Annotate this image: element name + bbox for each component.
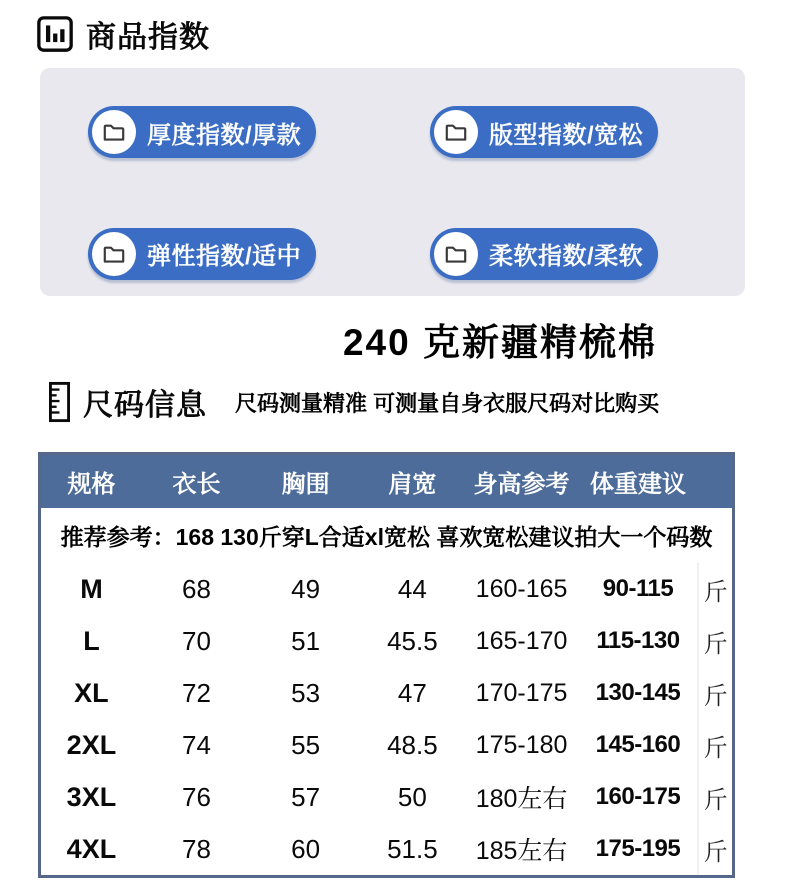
bar-chart-icon [36, 15, 74, 53]
cell-chest: 51 [291, 625, 321, 656]
cell-weight: 115-130 [596, 627, 680, 654]
size-table [38, 452, 735, 878]
cell-height: 170-175 [475, 678, 568, 707]
col-header-length: 衣长 [172, 471, 221, 498]
table-row [41, 563, 732, 615]
table-row [41, 615, 732, 667]
col-header-chest: 胸围 [281, 471, 330, 498]
badge-elasticity [88, 228, 316, 280]
cell-chest: 55 [291, 729, 321, 760]
cell-unit: 斤 [697, 823, 732, 875]
badge-fit [430, 106, 658, 158]
ruler-icon [48, 381, 71, 423]
cell-height: 185左右 [475, 837, 568, 865]
cell-height: 160-165 [475, 574, 568, 603]
cell-weight: 145-160 [595, 731, 681, 758]
cell-shoulder: 45.5 [387, 625, 438, 656]
folder-icon [92, 110, 136, 154]
cell-unit: 斤 [697, 667, 732, 719]
cell-shoulder: 50 [397, 781, 427, 812]
cell-length: 78 [182, 833, 211, 864]
badge-label: 弹性指数/适中 [147, 243, 302, 270]
folder-icon [92, 232, 136, 276]
cell-unit: 斤 [697, 563, 732, 615]
cell-size: 3XL [66, 781, 117, 812]
cell-height: 175-180 [475, 730, 568, 759]
table-row [41, 823, 732, 875]
table-row [41, 771, 732, 823]
cell-height: 165-170 [475, 626, 568, 655]
product-index-title: 商品指数 [86, 21, 210, 54]
cell-height: 180左右 [475, 785, 568, 813]
cell-unit: 斤 [697, 615, 732, 667]
cell-shoulder: 48.5 [387, 729, 438, 760]
cell-length: 68 [182, 573, 211, 604]
cell-shoulder: 44 [397, 573, 427, 604]
size-table-body [41, 563, 732, 875]
badge-label: 版型指数/宽松 [489, 121, 644, 149]
product-index-panel [40, 68, 745, 296]
product-index-header [36, 12, 790, 56]
cell-size: XL [74, 677, 109, 708]
cell-size: L [83, 625, 100, 656]
badge-label: 柔软指数/柔软 [489, 243, 644, 270]
cell-weight: 160-175 [595, 783, 681, 810]
size-info-header [48, 380, 790, 424]
badge-softness [430, 228, 658, 280]
size-info-subtitle: 尺码测量精准 可测量自身衣服尺码对比购买 [235, 390, 660, 416]
size-info-title: 尺码信息 [83, 389, 207, 422]
size-table-header-row [41, 455, 732, 508]
cell-shoulder: 47 [397, 677, 427, 708]
cell-chest: 60 [291, 833, 321, 864]
fabric-headline: 240 克新疆精梳棉 [342, 322, 657, 363]
cell-length: 74 [182, 729, 211, 760]
cell-length: 70 [182, 625, 211, 656]
cell-size: 4XL [66, 833, 117, 864]
cell-unit: 斤 [697, 719, 732, 771]
cell-weight: 90-115 [602, 575, 674, 602]
cell-unit: 斤 [697, 771, 732, 823]
cell-length: 76 [182, 781, 211, 812]
cell-size: M [80, 573, 103, 604]
badge-thickness [88, 106, 316, 158]
badge-label: 厚度指数/厚款 [147, 121, 302, 149]
col-header-spec: 规格 [67, 471, 116, 498]
col-header-height: 身高参考 [473, 471, 570, 498]
col-header-shoulder: 肩宽 [388, 471, 437, 498]
size-recommendation: 推荐参考：168 130斤穿L合适xl宽松 喜欢宽松建议拍大一个码数 [60, 524, 713, 550]
cell-weight: 130-145 [595, 679, 681, 706]
cell-chest: 57 [291, 781, 321, 812]
folder-icon [434, 110, 478, 154]
folder-icon [434, 232, 478, 276]
cell-size: 2XL [66, 729, 117, 760]
table-row [41, 667, 732, 719]
cell-shoulder: 51.5 [387, 833, 438, 864]
cell-chest: 49 [291, 573, 321, 604]
table-row [41, 719, 732, 771]
cell-weight: 175-195 [595, 835, 681, 862]
cell-chest: 53 [291, 677, 321, 708]
col-header-weight: 体重建议 [589, 471, 686, 498]
cell-length: 72 [182, 677, 211, 708]
